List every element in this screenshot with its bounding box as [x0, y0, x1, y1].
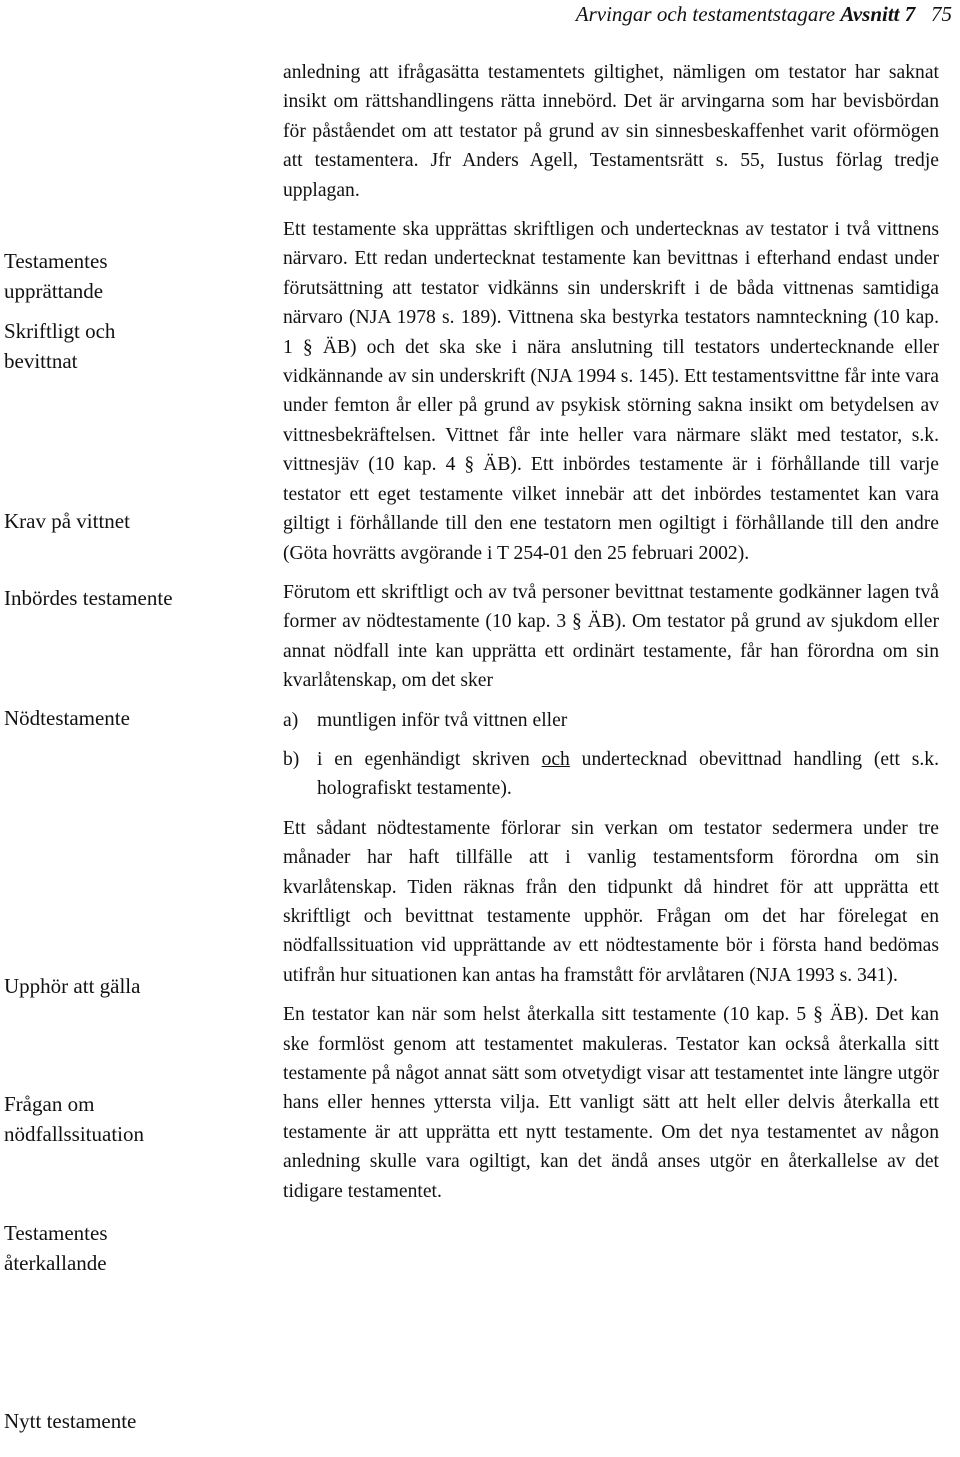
running-header: [0, 2, 952, 27]
paragraph-nodtestamente: Förutom ett skriftligt och av två personer bevittnat testamente godkänner lagen två former av nödtestamente (10 kap. 3 § ÄB). Om testator på grund av sjukdom eller annat nödfall inte kan upprätta ett ordinärt testamente, får han förordna om sin kvarlåtenskap, om det sker: [283, 581, 939, 692]
underlined-word: och: [541, 748, 570, 770]
margin-note-testamentes-upprattande: Testamentes upprättande: [4, 249, 108, 303]
running-title: Arvingar och testamentstagare: [575, 2, 836, 26]
paragraph-upphor-att-galla: Ett sådant nödtestamente förlorar sin verkan om testator sedermera under tre månader har haft tillfälle att i vanlig testamentsform förordna om sin kvarlåtenskap. Tiden räknas från den tidpunkt då hindret för att upprätta ett skriftligt och bevittnat testamente upphör. Frågan om det har förelegat en nödfallssituation vid upprättande av ett nödtestamente bör i första hand bedömas utifrån hur situationen kan antas ha framstått för arvlåtaren (NJA 1993 s. 341).: [283, 817, 939, 986]
paragraph-skriftligt-och-bevittnat: Ett testamente ska upprättas skriftligen och undertecknas av testator i två vittnens närvaro. Ett redan undertecknat testamente kan bevittnas i efterhand endast under förutsättning att testator vidkänns sin underskrift i de båda vittnenas samtidiga närvaro (NJA 1978 s. 189). Vittnena ska bestyrka testators namnteckning (10 kap. 1 § ÄB) och det ska ske i nära anslutning till testators undertecknande eller vidkännande av sin underskrift (NJA 1994 s. 145). Ett testamentsvittne får inte vara under femton år eller på grund av psykisk störning sakna insikt om betydelsen av vittnesbekräftelsen. Vittnet får inte heller vara närmare släkt med testator, s.k. vittnesjäv (10 kap. 4 § ÄB). Ett inbördes testamente är i förhållande till varje testator ett eget testamente vilket innebär att det inbördes testamentet kan vara giltigt i förhållande till den ene testatorn men ogiltigt i förhållande till den andre (Göta hovrätts avgörande i T 254-01 den 25 februari 2002).: [283, 219, 939, 564]
margin-note-inbordes-testamente: Inbördes testamente: [4, 586, 173, 610]
margin-note-testamentes-aterkallande: Testamentes återkallande: [4, 1221, 108, 1275]
page-number: 75: [931, 2, 952, 26]
list-item-text: muntligen inför två vittnen eller: [317, 709, 568, 731]
list-item-text: i en egenhändigt skriven och undertecknad obevittnad handling (ett s.k. holografiskt testamente).: [317, 748, 939, 800]
body-text: [283, 58, 939, 1216]
margin-note-skriftligt-och-bevittnat: Skriftligt och bevittnat: [4, 319, 116, 373]
paragraph-aterkallande: En testator kan när som helst återkalla sitt testamente (10 kap. 5 § ÄB). Det kan ske formlöst genom att testamentet makuleras. Testator kan också återkalla sitt testamente på något annat sätt som otvetydigt visar att testamentet inte längre utgör hans eller hennes yttersta vilja. Ett vanligt sätt att helt eller delvis återkalla ett testamente är att upprätta ett nytt testamente. Om det nya testamentet av någon anledning skulle vara ogiltigt, kan det ändå anses utgör en återkallelse av det tidigare testamentet.: [283, 1004, 939, 1202]
list-item: [283, 706, 939, 735]
list-marker: a): [283, 709, 299, 731]
paragraph-continuation: anledning att ifrågasätta testamentets giltighet, nämligen om testator har saknat insikt om rättshandlingens rätta innebörd. Det är arvingarna som har bevisbördan för påståendet om att testator på grund av sin sinnesbeskaffenhet varit oförmögen att testamentera. Jfr Anders Agell, Testamentsrätt s. 55, Iustus förlag tredje upplagan.: [283, 62, 939, 201]
section-label: Avsnitt 7: [840, 2, 916, 26]
list-item: [283, 745, 939, 804]
margin-note-fragan-om-nodfallssituation: Frågan om nödfallssituation: [4, 1092, 144, 1146]
margin-note-upphor-att-galla: Upphör att gälla: [4, 974, 141, 998]
margin-note-krav-pa-vittnet: Krav på vittnet: [4, 509, 130, 533]
list-marker: b): [283, 748, 300, 770]
margin-note-nodtestamente: Nödtestamente: [4, 706, 130, 730]
margin-note-nytt-testamente: Nytt testamente: [4, 1409, 137, 1433]
